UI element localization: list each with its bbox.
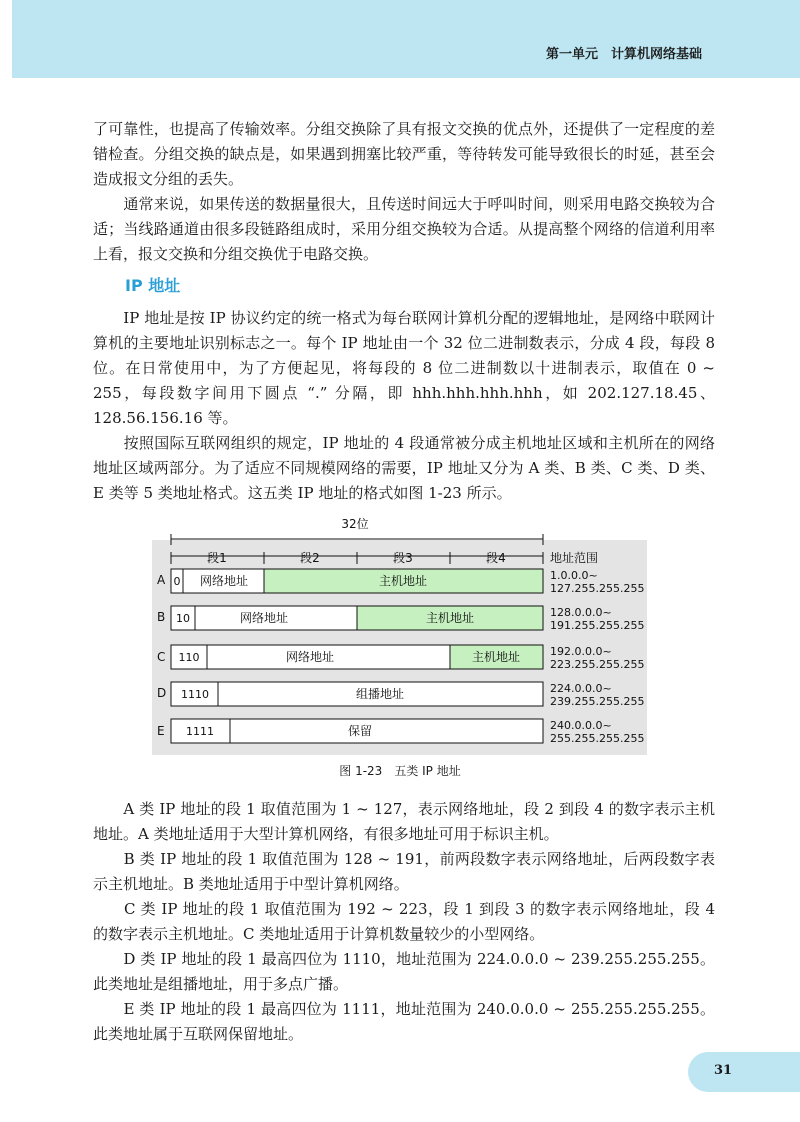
- bits-label: 32位: [341, 517, 369, 531]
- prefix-bits: 10: [176, 612, 190, 625]
- section-title: IP 地址: [125, 276, 181, 295]
- range-end: 223.255.255.255: [550, 658, 645, 671]
- figure-caption: [0, 762, 800, 779]
- prefix-bits: 1111: [186, 725, 214, 738]
- paragraph: B 类 IP 地址的段 1 取值范围为 128 ~ 191，前两段数字表示网络地址，后两段数字表示主机地址。B 类地址适用于中型计算机网络。: [93, 850, 715, 893]
- page-number: 31: [714, 1063, 733, 1078]
- paragraph: A 类 IP 地址的段 1 取值范围为 1 ~ 127，表示网络地址，段 2 到段 4 的数字表示主机地址。A 类地址适用于大型计算机网络，有很多地址可用于标识主机。: [93, 800, 715, 843]
- range-end: 127.255.255.255: [550, 582, 645, 595]
- net-label: 组播地址: [355, 687, 405, 701]
- class-label: A: [157, 573, 166, 587]
- paragraph: 通常来说，如果传送的数据量很大，且传送时间远大于呼叫时间，则采用电路交换较为合适；当线路通道由很多段链路组成时，采用分组交换较为合适。从提高整个网络的信道利用率上看，报文交换和分组交换优于电路交换。: [93, 195, 715, 263]
- ip-class-figure: [140, 512, 660, 757]
- header-band: [12, 0, 800, 78]
- net-label: 网络地址: [285, 650, 335, 664]
- running-header: 第一单元 计算机网络基础: [545, 47, 702, 62]
- class-label: B: [157, 610, 166, 624]
- range-header: 地址范围: [550, 551, 599, 565]
- figure-number: 图 1-23: [339, 764, 383, 778]
- segment-label: 段4: [486, 551, 506, 565]
- range-start: 192.0.0.0~: [550, 645, 612, 658]
- paragraph: IP 地址是按 IP 协议约定的统一格式为每台联网计算机分配的逻辑地址，是网络中联网计算机的主要地址识别标志之一。每个 IP 地址由一个 32 位二进制数表示，分成 4 段，每段 8 位。在日常使用中，为了方便起见，将每段的 8 位二进制数以十进制表示，取值在 0 ~ 255，每段数字间用下圆点 “.” 分隔，即 hhh.hhh.hhh.hhh，如 202.127.18.45、128.56.156.16 等。: [93, 309, 715, 427]
- class-label: C: [157, 650, 166, 664]
- prefix-bits: 110: [178, 651, 200, 664]
- range-end: 239.255.255.255: [550, 695, 645, 708]
- class-label: E: [157, 724, 165, 738]
- prefix-bits: 1110: [181, 688, 209, 701]
- paragraph: E 类 IP 地址的段 1 最高四位为 1111，地址范围为 240.0.0.0 ~ 255.255.255.255。此类地址属于互联网保留地址。: [93, 1000, 715, 1043]
- prefix-bits: 0: [173, 575, 181, 588]
- paragraph: 了可靠性，也提高了传输效率。分组交换除了具有报文交换的优点外，还提供了一定程度的差错检查。分组交换的缺点是，如果遇到拥塞比较严重，等待转发可能导致很长的时延，甚至会造成报文分组的丢失。: [93, 120, 715, 188]
- host-label: 主机地址: [378, 574, 428, 588]
- net-label: 网络地址: [239, 611, 289, 625]
- paragraph: D 类 IP 地址的段 1 最高四位为 1110，地址范围为 224.0.0.0 ~ 239.255.255.255。此类地址是组播地址，用于多点广播。: [93, 950, 715, 993]
- host-label: 主机地址: [425, 611, 475, 625]
- paragraph: 按照国际互联网组织的规定，IP 地址的 4 段通常被分成主机地址区域和主机所在的网络地址区域两部分。为了适应不同规模网络的需要，IP 地址又分为 A 类、B 类、C 类、D 类、E 类等 5 类地址格式。这五类 IP 地址的格式如图 1-23 所示。: [93, 434, 715, 502]
- segment-label: 段1: [207, 551, 227, 565]
- net-label: 保留: [347, 724, 373, 738]
- host-label: 主机地址: [471, 650, 521, 664]
- range-start: 128.0.0.0~: [550, 606, 612, 619]
- segment-label: 段3: [393, 551, 413, 565]
- range-start: 224.0.0.0~: [550, 682, 612, 695]
- range-end: 255.255.255.255: [550, 732, 645, 745]
- page-number-tab: [688, 1052, 800, 1092]
- segment-label: 段2: [300, 551, 320, 565]
- net-label: 网络地址: [199, 574, 249, 588]
- range-start: 240.0.0.0~: [550, 719, 612, 732]
- range-end: 191.255.255.255: [550, 619, 645, 632]
- paragraph: C 类 IP 地址的段 1 取值范围为 192 ~ 223，段 1 到段 3 的数字表示网络地址，段 4 的数字表示主机地址。C 类地址适用于计算机数量较少的小型网络。: [93, 900, 715, 943]
- class-label: D: [157, 686, 167, 700]
- range-start: 1.0.0.0~: [550, 569, 598, 582]
- figure-title: 五类 IP 地址: [394, 764, 461, 778]
